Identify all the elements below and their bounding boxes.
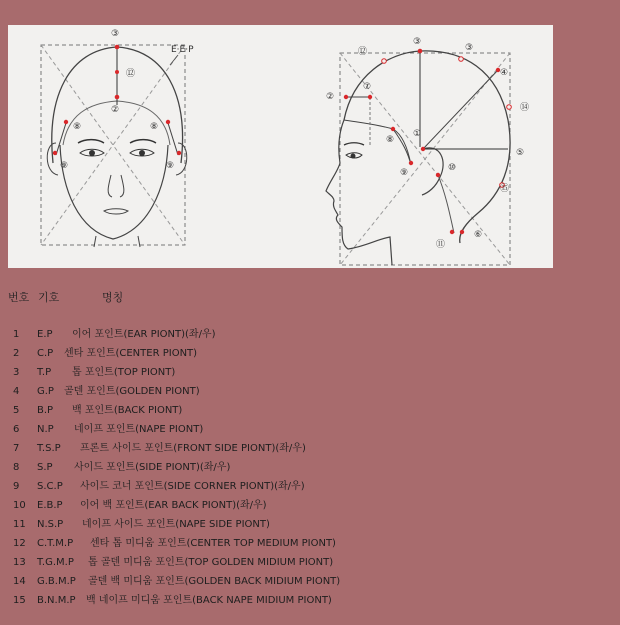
legend-row-code: B.N.M.P: [37, 595, 76, 606]
legend-row-name: 이어 백 포인트(EAR BACK PIONT)(좌/우): [80, 500, 267, 511]
side-point-nape: [460, 230, 464, 234]
side-marker-10: ⑩: [448, 163, 457, 173]
side-eyebrow: [344, 143, 364, 145]
legend-row-code: G.P: [37, 386, 54, 397]
legend-row-code: T.S.P: [37, 443, 61, 454]
legend-row-number: 15: [13, 595, 26, 606]
header-code: 기호: [38, 291, 60, 304]
legend-row-code: C.P: [37, 348, 54, 359]
legend-row-name: 사이드 포인트(SIDE PIONT)(좌/우): [74, 462, 231, 473]
front-nose: [108, 175, 124, 197]
head-points-figure: [8, 25, 553, 268]
legend-row-code: E.P: [37, 329, 53, 340]
front-point-side-left: [64, 120, 68, 124]
side-marker-11: ⑪: [436, 240, 446, 250]
side-ear: [422, 148, 443, 195]
side-marker-6: ⑥: [474, 230, 483, 240]
side-face-profile: [326, 120, 395, 265]
legend-row-number: 13: [13, 557, 26, 568]
legend-row-name: 네이프 사이드 포인트(NAPE SIDE PIONT): [82, 519, 270, 530]
side-nape-line: [438, 175, 454, 233]
front-marker-12: ⑫: [126, 69, 136, 79]
header-no: 번호: [8, 291, 30, 304]
side-point-gbmp: [507, 105, 512, 110]
side-marker-9: ⑨: [400, 168, 409, 178]
side-point-top: [418, 49, 423, 54]
legend-row-code: G.B.M.P: [37, 576, 76, 587]
eep-pointer: [170, 55, 178, 65]
legend-row-code: T.P: [37, 367, 52, 378]
front-right-side-line: [168, 123, 178, 155]
legend-row-name: 이어 포인트(EAR PIONT)(좌/우): [72, 329, 216, 340]
front-point-side-right: [166, 120, 170, 124]
legend-row-number: 1: [13, 329, 20, 340]
legend-row-code: B.P: [37, 405, 54, 416]
side-marker-12: ⑫: [358, 47, 368, 57]
side-marker-4: ④: [500, 68, 509, 78]
front-marker-2: ②: [111, 105, 120, 115]
side-point-center: [344, 95, 348, 99]
legend-row-name: 센타 포인트(CENTER PIONT): [64, 348, 198, 359]
side-pupil: [351, 154, 356, 159]
front-right-eyebrow: [130, 140, 156, 143]
legend-row-name: 사이드 코너 포인트(SIDE CORNER PIONT)(좌/우): [80, 481, 305, 492]
legend-row-number: 6: [13, 424, 20, 435]
front-marker-3: ③: [111, 29, 120, 39]
legend-row-name: 백 포인트(BACK PIONT): [72, 405, 183, 416]
front-marker-8-right: ⑧: [150, 122, 159, 132]
legend-row-code: C.T.M.P: [37, 538, 74, 549]
front-marker-9-left: ⑨: [60, 161, 69, 171]
side-corner-line: [393, 129, 411, 165]
legend-row-code: E.B.P: [37, 500, 63, 511]
legend-row-number: 7: [13, 443, 20, 454]
side-marker-5: ⑤: [516, 148, 525, 158]
side-skull-outline: [344, 51, 510, 243]
side-marker-14: ⑭: [520, 103, 530, 113]
side-point-nape-side: [450, 230, 454, 234]
eep-label: E·E·P: [171, 45, 194, 55]
front-marker-8-left: ⑧: [73, 122, 82, 132]
side-golden-line: [423, 70, 498, 149]
head-diagram: [8, 25, 553, 268]
front-mouth: [104, 209, 128, 214]
side-point-ear: [421, 147, 425, 151]
side-marker-1: ①: [413, 129, 422, 139]
legend-row-number: 10: [13, 500, 26, 511]
front-point-corner-right: [177, 151, 181, 155]
side-view: [326, 51, 510, 265]
side-point-corner: [409, 161, 413, 165]
legend-row-number: 5: [13, 405, 20, 416]
legend-row-number: 8: [13, 462, 20, 473]
side-point-side: [391, 127, 395, 131]
legend-row-number: 14: [13, 576, 26, 587]
front-left-pupil: [89, 150, 95, 156]
side-point-ear-back: [436, 173, 440, 177]
front-left-eyebrow: [78, 140, 104, 143]
legend-row-number: 4: [13, 386, 20, 397]
side-point-fsp: [368, 95, 372, 99]
legend-row-name: 톱 포인트(TOP PIONT): [72, 367, 176, 378]
front-face-outline: [60, 145, 168, 239]
legend-row-code: T.G.M.P: [37, 557, 74, 568]
side-point-ctmp: [382, 59, 387, 64]
legend-row-name: 센타 톱 미디움 포인트(CENTER TOP MEDIUM PIONT): [90, 538, 336, 549]
side-marker-7: ⑦: [363, 82, 372, 92]
legend-row-code: N.S.P: [37, 519, 64, 530]
legend-row-name: 골덴 포인트(GOLDEN PIONT): [64, 386, 200, 397]
side-marker-3-right: ③: [465, 43, 474, 53]
legend-row-name: 백 네이프 미디움 포인트(BACK NAPE MIDIUM PIONT): [86, 595, 332, 606]
side-marker-3-top: ③: [413, 37, 422, 47]
side-marker-15: ⑮: [500, 184, 510, 194]
header-name: 명칭: [102, 291, 124, 304]
legend-row-number: 9: [13, 481, 20, 492]
legend-row-code: N.P: [37, 424, 54, 435]
legend-row-code: S.P: [37, 462, 53, 473]
legend-row-number: 3: [13, 367, 20, 378]
side-marker-2: ②: [326, 92, 335, 102]
legend-row-code: S.C.P: [37, 481, 63, 492]
legend-row-name: 골덴 백 미디움 포인트(GOLDEN BACK MIDIUM PIONT): [88, 576, 341, 587]
front-view: [41, 45, 187, 247]
legend-row-number: 12: [13, 538, 26, 549]
legend-row-number: 11: [13, 519, 26, 530]
legend-row-number: 2: [13, 348, 20, 359]
front-point-top: [115, 45, 120, 50]
front-marker-9-right: ⑨: [166, 161, 175, 171]
legend-row-name: 프론트 사이드 포인트(FRONT SIDE PIONT)(좌/우): [80, 443, 306, 454]
front-point-center: [115, 95, 120, 100]
front-right-pupil: [139, 150, 145, 156]
side-points: [344, 49, 500, 235]
side-marker-8: ⑧: [386, 135, 395, 145]
side-point-tgmp: [459, 57, 464, 62]
front-point-corner-left: [53, 151, 57, 155]
legend-row-name: 네이프 포인트(NAPE PIONT): [74, 424, 204, 435]
front-point-ctmp: [115, 70, 119, 74]
legend-row-name: 톱 골덴 미디움 포인트(TOP GOLDEN MIDIUM PIONT): [88, 557, 334, 568]
